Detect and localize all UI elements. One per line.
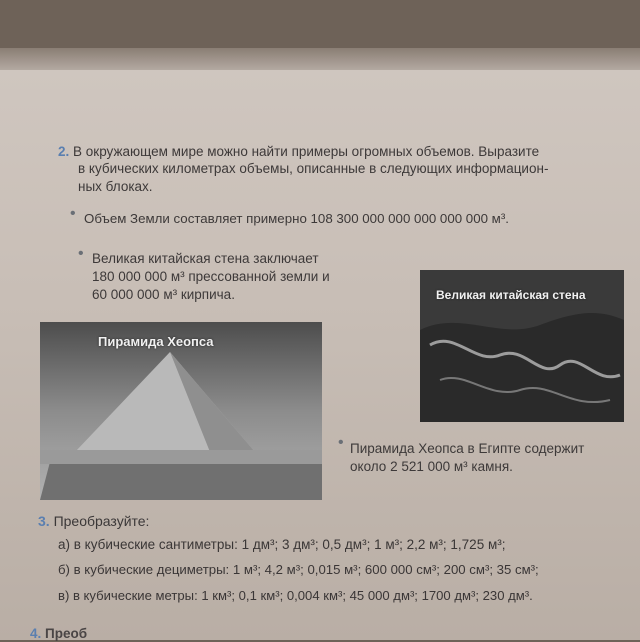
- great-wall-photo: [420, 270, 624, 422]
- wall-fact-line-2: 180 000 000 м³ прессованной земли и: [92, 269, 330, 284]
- task3-item-c: в) в кубические метры: 1 км³; 0,1 км³; 0,004 км³; 45 000 дм³; 1700 дм³; 230 дм³.: [58, 588, 533, 603]
- bullet-icon: •: [70, 205, 76, 222]
- task2-intro-line-2: в кубических километрах объемы, описанные в следующих информацион-: [78, 161, 549, 176]
- task2-number: 2.: [58, 144, 70, 159]
- task3-item-a: а) в кубические сантиметры: 1 дм³; 3 дм³; 0,5 дм³; 1 м³; 2,2 м³; 1,725 м³;: [58, 537, 506, 552]
- wall-fact-line-1: Великая китайская стена заключает: [92, 251, 319, 266]
- great-wall-caption: Великая китайская стена: [436, 288, 586, 302]
- task3-number: 3.: [38, 513, 50, 529]
- task4-number: 4.: [30, 626, 42, 641]
- task3-title: Преобразуйте:: [53, 513, 150, 529]
- task4-partial-line: [30, 625, 87, 642]
- pyramid-fact-line-1: Пирамида Хеопса в Египте содержит: [350, 441, 585, 456]
- pyramid-photo: [40, 322, 322, 500]
- task3-item-b: б) в кубические дециметры: 1 м³; 4,2 м³; 0,015 м³; 600 000 см³; 200 см³; 35 см³;: [58, 562, 539, 577]
- earth-volume-fact: Объем Земли составляет примерно 108 300 000 000 000 000 000 м³.: [84, 211, 509, 226]
- bullet-icon: •: [338, 434, 344, 451]
- task4-partial-text: Преоб: [45, 626, 88, 641]
- task2-line-1: [58, 143, 539, 160]
- task3-heading: [38, 513, 149, 530]
- task2-intro-line-1: В окружающем мире можно найти примеры огромных объемов. Выразите: [73, 144, 540, 159]
- bullet-icon: •: [78, 245, 84, 262]
- task2-intro-line-3: ных блоках.: [78, 179, 153, 194]
- pyramid-caption: Пирамида Хеопса: [98, 334, 214, 349]
- wall-fact-line-3: 60 000 000 м³ кирпича.: [92, 287, 235, 302]
- pyramid-fact-line-2: около 2 521 000 м³ камня.: [350, 459, 513, 474]
